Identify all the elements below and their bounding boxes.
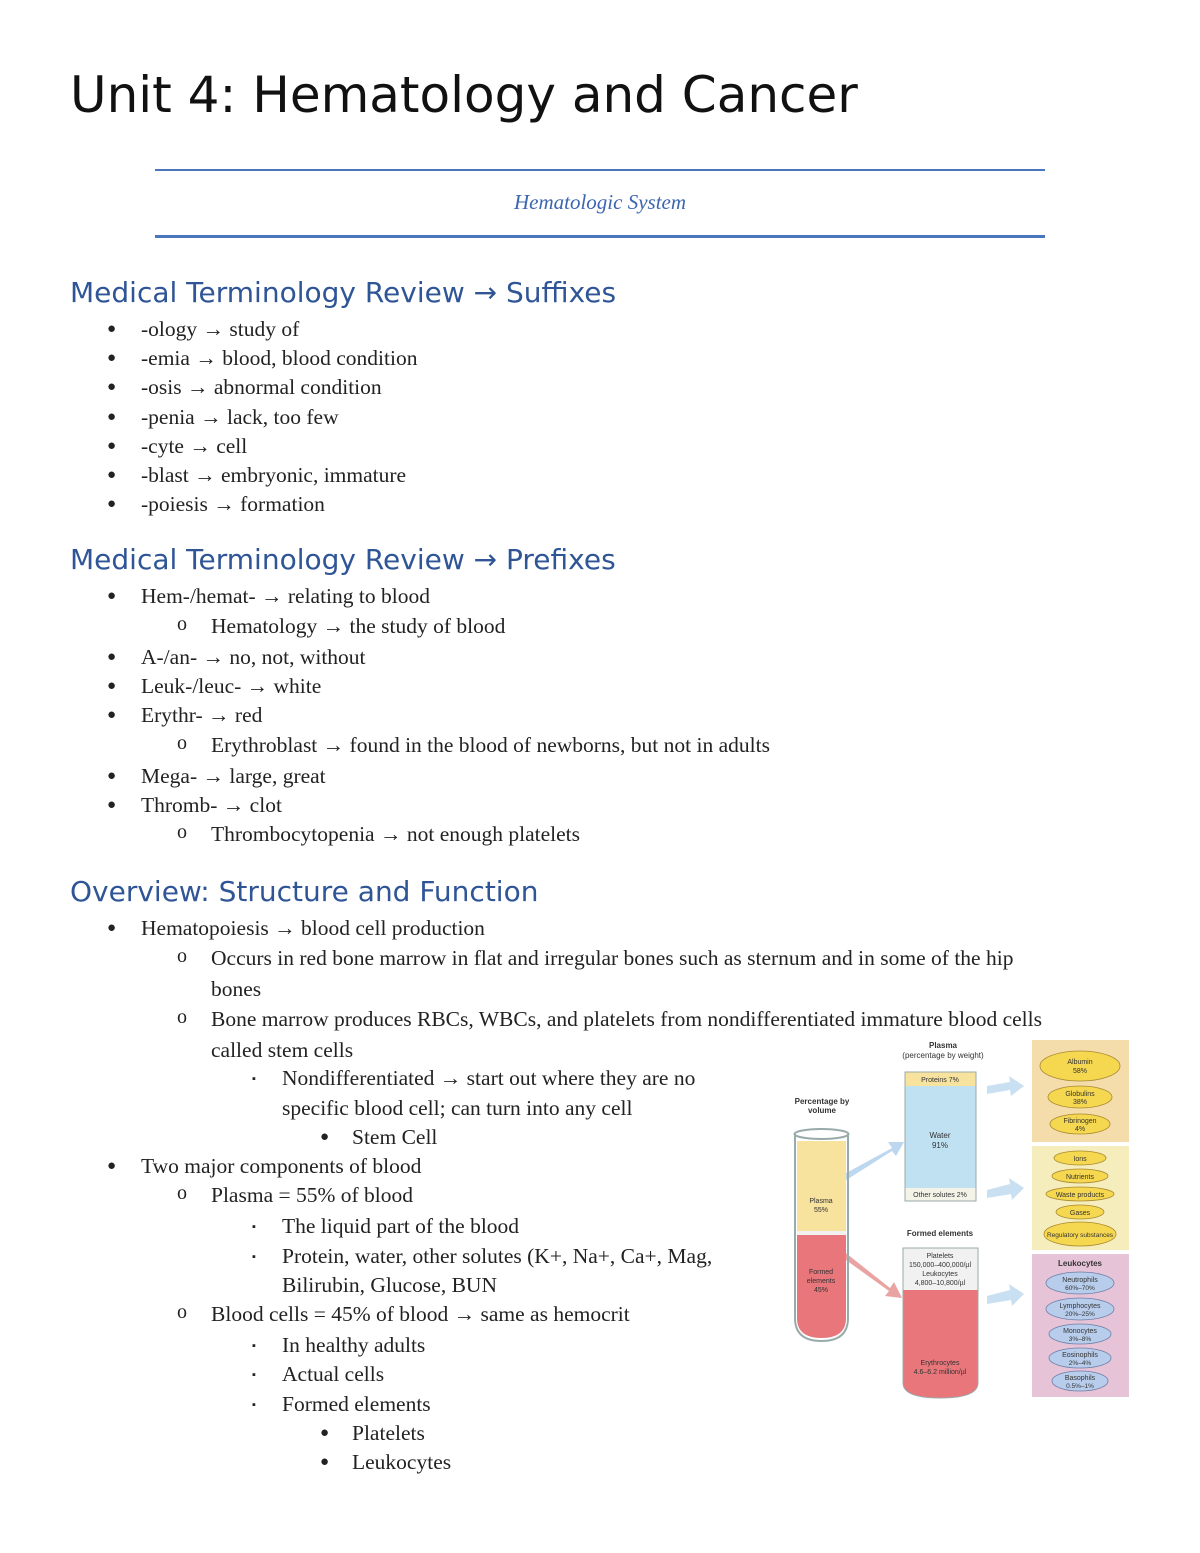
leukocytes-value: 4,800–10,800/µl — [914, 1280, 966, 1287]
bullet-icon: ● — [107, 649, 117, 665]
bullet-icon: ● — [320, 1129, 330, 1145]
monocytes-value: 3%–8% — [1068, 1336, 1092, 1343]
list-item: ▪ In healthy adults — [282, 1331, 425, 1360]
list-item: ● Stem Cell — [352, 1123, 437, 1152]
percentage-by-volume-label: Percentage by — [794, 1097, 850, 1106]
list-item: ● Mega- → large, great — [141, 762, 326, 791]
water-label: Water — [929, 1131, 951, 1140]
eosinophils-label: Eosinophils — [1062, 1352, 1098, 1359]
list-item: ● Leuk-/leuc- → white — [141, 672, 321, 701]
bullet-icon: o — [177, 821, 187, 843]
fibrinogen-value: 4% — [1074, 1126, 1086, 1133]
list-item: ● -emia → blood, blood condition — [141, 344, 417, 373]
list-item: ▪ Formed elements — [282, 1390, 431, 1419]
arrow-icon — [987, 1178, 1024, 1200]
fibrinogen-label: Fibrinogen — [1063, 1118, 1097, 1125]
bullet-icon: o — [177, 613, 187, 635]
bullet-icon: ● — [107, 797, 117, 813]
bullet-icon: ● — [107, 438, 117, 454]
tube-plasma-label: Plasma — [809, 1198, 833, 1205]
list-item-continuation: specific blood cell; can turn into any cell — [282, 1096, 633, 1120]
test-tube-rim — [795, 1129, 849, 1139]
list-item: ● Hematopoiesis → blood cell production — [141, 914, 485, 943]
list-item-continuation: Bilirubin, Glucose, BUN — [282, 1273, 497, 1297]
bullet-icon: ● — [107, 321, 117, 337]
lymphocytes-value: 20%–25% — [1065, 1311, 1095, 1318]
top-divider — [155, 169, 1045, 171]
list-item: o Hematology → the study of blood — [211, 612, 505, 641]
waste-products-label: Waste products — [1055, 1192, 1105, 1199]
globulins-label: Globulins — [1065, 1091, 1095, 1098]
bullet-icon: ▪ — [252, 1399, 256, 1411]
globulins-value: 38% — [1072, 1099, 1088, 1106]
list-item: ● Two major components of blood — [141, 1152, 421, 1181]
list-item: ▪ Protein, water, other solutes (K+, Na+, Ca+, Mag, — [282, 1242, 712, 1271]
bullet-icon: ▪ — [252, 1073, 256, 1085]
leukocytes-label: Leukocytes — [922, 1271, 958, 1278]
bullet-icon: ● — [107, 350, 117, 366]
eosinophils-value: 2%–4% — [1068, 1360, 1092, 1367]
monocytes-label: Monocytes — [1063, 1328, 1097, 1335]
list-item: ● Hem-/hemat- → relating to blood — [141, 582, 430, 611]
ions-label: Ions — [1073, 1156, 1087, 1163]
list-item: o Occurs in red bone marrow in flat and irregular bones such as sternum and in some of the hip — [211, 944, 1013, 973]
list-item: ▪ Actual cells — [282, 1360, 384, 1389]
basophils-value: 0.5%–1% — [1066, 1383, 1094, 1390]
bullet-icon: ▪ — [252, 1369, 256, 1381]
list-item: ● -blast → embryonic, immature — [141, 461, 406, 490]
list-item: o Bone marrow produces RBCs, WBCs, and platelets from nondifferentiated immature blood cells — [211, 1005, 1042, 1034]
bullet-icon: ● — [107, 409, 117, 425]
bullet-icon: o — [177, 945, 187, 967]
list-item: ● -cyte → cell — [141, 432, 247, 461]
list-item: ● Leukocytes — [352, 1448, 451, 1477]
albumin-value: 58% — [1072, 1068, 1088, 1075]
list-item: ● -ology → study of — [141, 315, 299, 344]
list-item: ▪ The liquid part of the blood — [282, 1212, 519, 1241]
blood-composition-figure — [782, 1038, 1132, 1408]
bullet-icon: ● — [107, 920, 117, 936]
document-title: Unit 4: Hematology and Cancer — [70, 66, 858, 124]
gases-label: Gases — [1069, 1210, 1091, 1217]
arrow-icon — [987, 1284, 1024, 1306]
list-item: ● Thromb- → clot — [141, 791, 282, 820]
erythrocytes-label: Erythrocytes — [920, 1360, 960, 1367]
list-item: o Blood cells = 45% of blood → same as hemocrit — [211, 1300, 630, 1329]
bullet-icon: ▪ — [252, 1340, 256, 1352]
list-item: ● A-/an- → no, not, without — [141, 643, 366, 672]
tube-plasma-value: 55% — [813, 1207, 829, 1214]
erythrocytes-value: 4.6–6.2 million/µl — [913, 1369, 967, 1376]
plasma-header-sub: (percentage by weight) — [902, 1051, 984, 1060]
bullet-icon: ▪ — [252, 1221, 256, 1233]
list-item: ● -poiesis → formation — [141, 490, 325, 519]
platelets-label: Platelets — [926, 1253, 954, 1260]
list-item: o Plasma = 55% of blood — [211, 1181, 413, 1210]
tube-formed-label-line2: elements — [806, 1278, 836, 1285]
erythrocytes-band — [903, 1290, 978, 1398]
bullet-icon: ● — [107, 467, 117, 483]
bullet-icon: ● — [107, 1158, 117, 1174]
list-item: ● -penia → lack, too few — [141, 403, 339, 432]
section-heading-suffixes: Medical Terminology Review → Suffixes — [70, 276, 617, 309]
tube-formed-elements — [797, 1233, 846, 1338]
albumin-label: Albumin — [1067, 1059, 1093, 1066]
bottom-divider — [155, 235, 1045, 238]
bullet-icon: ● — [107, 379, 117, 395]
neutrophils-value: 60%–70% — [1065, 1285, 1095, 1292]
basophils-label: Basophils — [1064, 1375, 1096, 1382]
section-heading-overview: Overview: Structure and Function — [70, 875, 539, 908]
neutrophils-label: Neutrophils — [1062, 1277, 1098, 1284]
water-value: 91% — [931, 1141, 949, 1150]
bullet-icon: o — [177, 1182, 187, 1204]
bullet-icon: ● — [107, 678, 117, 694]
list-item-continuation: bones — [211, 977, 262, 1001]
leukocyte-panel-header: Leukocytes — [1057, 1259, 1103, 1268]
bullet-icon: o — [177, 732, 187, 754]
plasma-header: Plasma — [928, 1041, 958, 1050]
other-solutes-label: Other solutes 2% — [913, 1192, 967, 1199]
formed-elements-header: Formed elements — [906, 1229, 974, 1238]
tube-buffy-coat — [797, 1231, 846, 1235]
list-item: ● Erythr- → red — [141, 701, 262, 730]
proteins-label: Proteins 7% — [921, 1077, 959, 1084]
list-item-continuation: called stem cells — [211, 1038, 354, 1062]
bullet-icon: o — [177, 1301, 187, 1323]
lymphocytes-label: Lymphocytes — [1059, 1303, 1101, 1310]
bullet-icon: ● — [320, 1425, 330, 1441]
tube-plasma — [797, 1141, 846, 1233]
list-item: o Thrombocytopenia → not enough platelets — [211, 820, 580, 849]
arrow-icon — [987, 1076, 1024, 1096]
bullet-icon: o — [177, 1006, 187, 1028]
list-item: ● -osis → abnormal condition — [141, 373, 382, 402]
bullet-icon: ● — [107, 707, 117, 723]
list-item: o Erythroblast → found in the blood of newborns, but not in adults — [211, 731, 770, 760]
regulatory-substances-label: Regulatory substances — [1046, 1232, 1114, 1239]
bullet-icon: ● — [107, 588, 117, 604]
section-heading-prefixes: Medical Terminology Review → Prefixes — [70, 543, 616, 576]
bullet-icon: ● — [107, 496, 117, 512]
platelets-value: 150,000–400,000/µl — [908, 1262, 972, 1269]
list-item: ● Platelets — [352, 1419, 425, 1448]
document-subtitle: Hematologic System — [513, 190, 687, 214]
percentage-by-volume-label-line2: volume — [807, 1106, 837, 1115]
nutrients-label: Nutrients — [1065, 1174, 1095, 1181]
bullet-icon: ● — [107, 768, 117, 784]
tube-formed-value: 45% — [813, 1287, 829, 1294]
bullet-icon: ● — [320, 1454, 330, 1470]
list-item: ▪ Nondifferentiated → start out where they are no — [282, 1064, 695, 1093]
bullet-icon: ▪ — [252, 1251, 256, 1263]
tube-formed-label: Formed — [808, 1269, 834, 1276]
albumin-pill — [1040, 1051, 1120, 1081]
